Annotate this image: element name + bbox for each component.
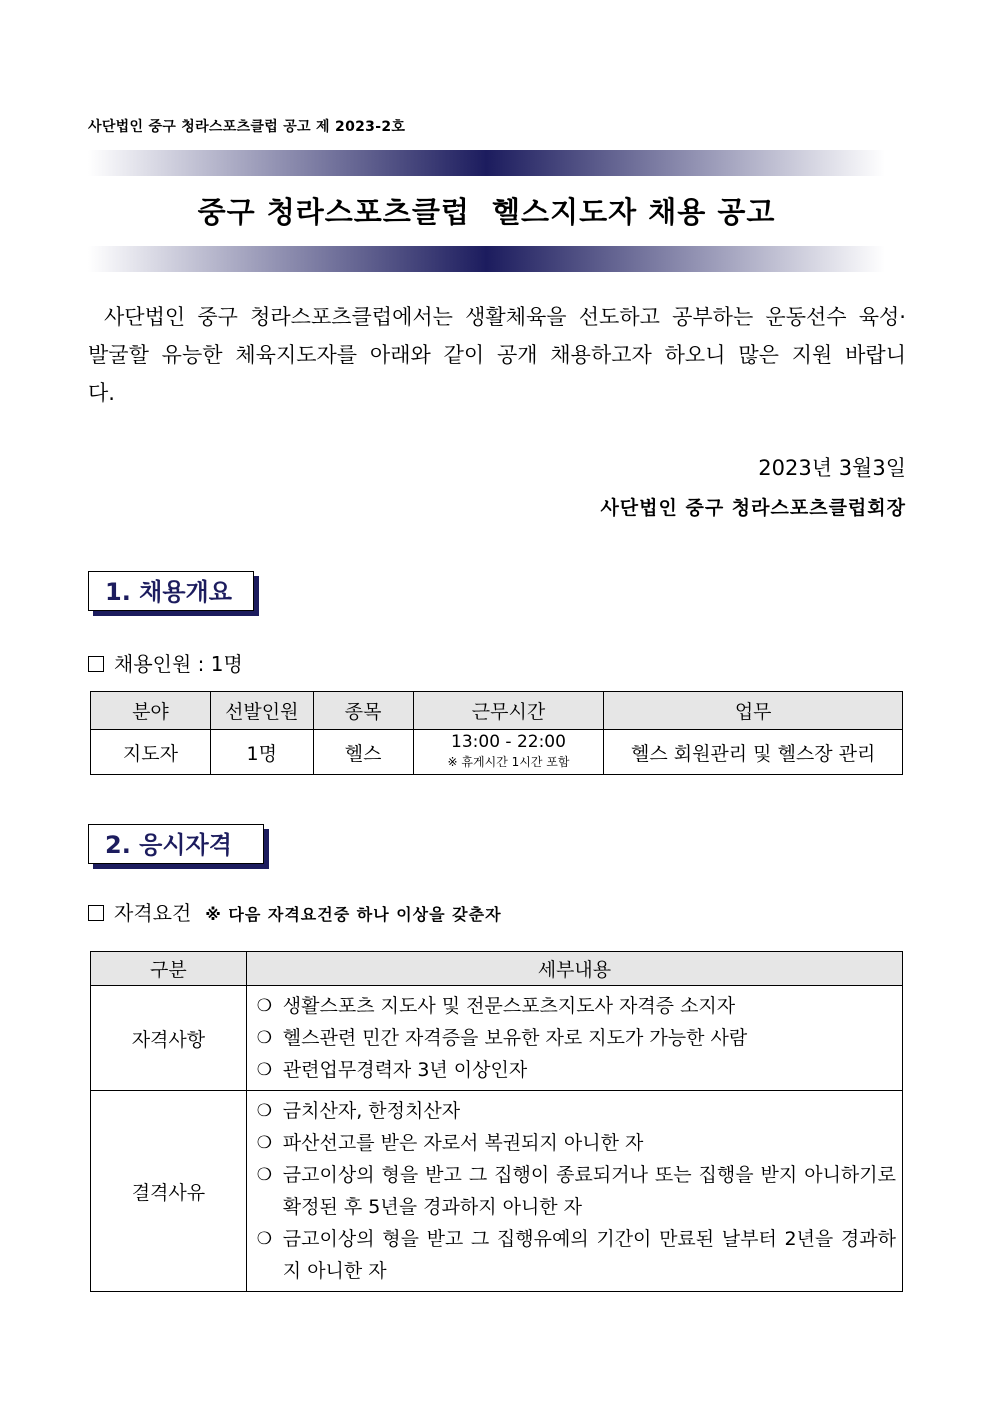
table-row [91, 1091, 903, 1292]
list-item [257, 990, 896, 1022]
circle-bullet-icon: ❍ [256, 996, 273, 1016]
column-header: 세부내용 [246, 952, 902, 986]
list-item [257, 1127, 896, 1159]
category-cell: 자격사항 [91, 986, 247, 1091]
section-heading-overview: 1. 채용개요 [88, 571, 254, 611]
requirement-label: 자격요건 [114, 901, 192, 925]
circle-bullet-icon: ❍ [256, 1229, 273, 1249]
work-hours: 13:00 - 22:00 [451, 732, 566, 752]
item-text: 헬스관련 민간 자격증을 보유한 자로 지도가 가능한 사람 [282, 1027, 748, 1049]
notice-number: 사단법인 중구 청라스포츠클럽 공고 제 2023-2호 [88, 119, 406, 135]
requirement-line [88, 897, 502, 926]
detail-cell [246, 1091, 902, 1292]
break-time-note: ※ 휴게시간 1시간 포함 [447, 755, 570, 769]
cell-field: 지도자 [91, 730, 211, 775]
cell-sport: 헬스 [313, 730, 413, 775]
issue-date: 2023년 3월3일 [758, 456, 906, 480]
table-row [91, 986, 903, 1091]
column-header: 분야 [91, 692, 211, 730]
qualification-table [90, 951, 903, 1292]
checkbox-square-icon [88, 905, 104, 921]
circle-bullet-icon: ❍ [256, 1060, 273, 1080]
title-band-top [88, 150, 885, 176]
list-item [257, 1159, 896, 1223]
item-text: 파산선고를 받은 자로서 복권되지 아니한 자 [282, 1132, 644, 1154]
list-item [257, 1095, 896, 1127]
issuer-signature-text: 사단법인 중구 청라스포츠클럽회장 [600, 497, 906, 519]
intro-text: 사단법인 중구 청라스포츠클럽에서는 생활체육을 선도하고 공부하는 운동선수 육성· 발굴할 유능한 체육지도자를 아래와 같이 공개 채용하고자 하오니 많은 지원 바랍니다. [88, 305, 906, 405]
cell-hours [413, 730, 604, 775]
requirement-note: ※ 다음 자격요건중 하나 이상을 갖춘자 [205, 905, 502, 924]
page-title: 중구 청라스포츠클럽 헬스지도자 채용 공고 [197, 195, 776, 229]
detail-cell [246, 986, 902, 1091]
title-band-bottom [88, 246, 885, 272]
column-header: 종목 [313, 692, 413, 730]
cell-duty: 헬스 회원관리 및 헬스장 관리 [604, 730, 903, 775]
category-cell: 결격사유 [91, 1091, 247, 1292]
table-row [91, 730, 903, 775]
list-item [257, 1223, 896, 1287]
item-text: 생활스포츠 지도사 및 전문스포츠지도사 자격증 소지자 [282, 995, 736, 1017]
column-header: 선발인원 [210, 692, 313, 730]
list-item [257, 1054, 896, 1086]
circle-bullet-icon: ❍ [256, 1165, 273, 1185]
intro-paragraph [88, 298, 906, 412]
column-header: 근무시간 [413, 692, 604, 730]
item-text: 금고이상의 형을 받고 그 집행이 종료되거나 또는 집행을 받지 아니하기로 확정된 후 5년을 경과하지 아니한 자 [282, 1164, 896, 1218]
item-text: 금치산자, 한정치산자 [282, 1100, 461, 1122]
table-header-row [91, 692, 903, 730]
column-header: 업무 [604, 692, 903, 730]
item-text: 관련업무경력자 3년 이상인자 [282, 1059, 528, 1081]
recruit-count-label: 채용인원 : 1명 [114, 652, 243, 676]
cell-count: 1명 [210, 730, 313, 775]
circle-bullet-icon: ❍ [256, 1101, 273, 1121]
circle-bullet-icon: ❍ [256, 1028, 273, 1048]
column-header: 구분 [91, 952, 247, 986]
checkbox-square-icon [88, 656, 104, 672]
section-heading-qualification: 2. 응시자격 [88, 824, 264, 864]
circle-bullet-icon: ❍ [256, 1133, 273, 1153]
list-item [257, 1022, 896, 1054]
item-text: 금고이상의 형을 받고 그 집행유예의 기간이 만료된 날부터 2년을 경과하지 아니한 자 [282, 1228, 896, 1282]
recruitment-table [90, 691, 903, 775]
table-header-row [91, 952, 903, 986]
recruit-count-line [88, 648, 243, 677]
